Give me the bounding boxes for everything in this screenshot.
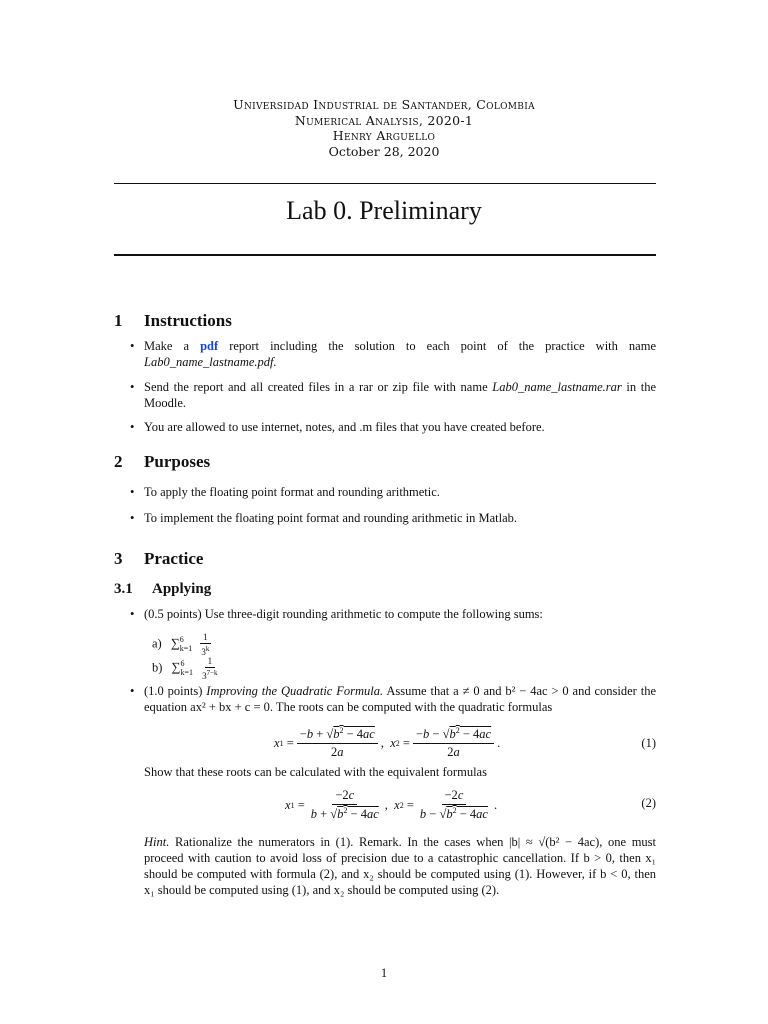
sum-a-formula: ∑$^6_{k=1}$ $\frac{1}{3^k}$ — [170, 632, 210, 657]
page-number: 1 — [380, 966, 388, 980]
bullet: • — [130, 485, 135, 499]
hint-label: Hint. — [144, 835, 170, 849]
filename: Lab0_name_lastname.rar — [492, 380, 622, 394]
list-item-question-1: • (0.5 points) Use three-digit rounding arithmetic to compute the following sums: — [130, 607, 543, 621]
equation-1 — [0, 726, 768, 762]
bullet: • — [130, 511, 135, 525]
bullet: • — [130, 684, 135, 698]
pdf-link[interactable]: pdf — [200, 339, 219, 353]
equation-1-body: x 1 = $\frac{-b + √b^2 - 4ac}{2a}$ , x 2 = $\frac{-b - √b^2 - 4ac}{2a}$ . — [274, 726, 501, 760]
equation-number: (1) — [641, 736, 656, 750]
list-item-question-2: • (1.0 points) Improving the Quadratic Formula. Assume that a ≠ 0 and b² − 4ac > 0 and consider the equation ax² + bx + c = 0. The roots can be computed with the quadratic formulas — [130, 684, 656, 714]
sum-b: b) ∑$^6_{k=1}$ $\frac{1}{3^{7-k}}$ — [152, 656, 224, 681]
section-heading-practice — [114, 549, 203, 569]
subsection-number: 3.1 — [114, 581, 133, 597]
sum-a: a) ∑$^6_{k=1}$ $\frac{1}{3^k}$ — [152, 632, 215, 657]
paper-title: Lab 0. Preliminary — [286, 196, 482, 225]
list-item: • Send the report and all created files in a rar or zip file with name Lab0_name_lastname.rar in the Moodle. — [130, 380, 657, 410]
section-heading-instructions — [114, 311, 232, 331]
course-line: Numerical Analysis, 2020-1 — [294, 112, 474, 128]
section-number: 3 — [114, 549, 123, 568]
hint-text: Rationalize the numerators in (1). Remark. In the cases when |b| ≈ √(b² − 4ac), one must proceed with caution to avoid loss of precision due to a catastrophic cancellation. If b > 0, then x₁ should be computed with formula (2), and x₂ should be computed using (1). However, if b < 0, then x₁ should be computed using (1), and x₂ should be computed using (2). — [144, 835, 656, 897]
list-item: • To implement the floating point format and rounding arithmetic in Matlab. — [130, 511, 517, 525]
bullet: • — [130, 607, 135, 621]
paper-header — [0, 97, 768, 159]
bullet: • — [130, 339, 135, 353]
section-heading-purposes — [114, 452, 210, 472]
title-rule-top — [114, 183, 656, 184]
sum-b-formula: ∑$^6_{k=1}$ $\frac{1}{3^{7-k}}$ — [171, 656, 218, 681]
bullet: • — [130, 380, 135, 394]
title-rule-bottom — [114, 254, 656, 256]
paragraph-equivalent: Show that these roots can be calculated with the equivalent formulas — [144, 765, 487, 779]
list-item: • Make a pdf report including the solution to each point of the practice with name Lab0_name_lastname.pdf. — [130, 339, 656, 369]
filename: Lab0_name_lastname.pdf. — [144, 355, 277, 369]
author-line: Henry Arguello — [332, 128, 436, 143]
section-title: Practice — [144, 549, 204, 568]
subsection-title: Applying — [152, 581, 212, 597]
section-number: 2 — [114, 452, 123, 471]
section-title: Purposes — [144, 452, 211, 471]
university-line: Universidad Industrial de Santander, Colombia — [233, 97, 535, 112]
equation-2 — [0, 788, 768, 824]
date-line: October 28, 2020 — [328, 143, 440, 159]
bullet: • — [130, 420, 135, 434]
list-item: • You are allowed to use internet, notes, and .m files that you have created before. — [130, 420, 545, 434]
list-item: • To apply the floating point format and rounding arithmetic. — [130, 485, 440, 499]
section-title: Instructions — [144, 311, 232, 330]
equation-number: (2) — [641, 796, 656, 810]
section-number: 1 — [114, 311, 123, 330]
equation-2-body: x 1 = $\frac{-2c}{b + √b^2 - 4ac}$ , x 2 = $\frac{-2c}{b - √b^2 - 4ac}$ . — [285, 788, 498, 822]
paragraph-hint — [144, 834, 656, 898]
subsection-heading-applying — [114, 581, 211, 598]
